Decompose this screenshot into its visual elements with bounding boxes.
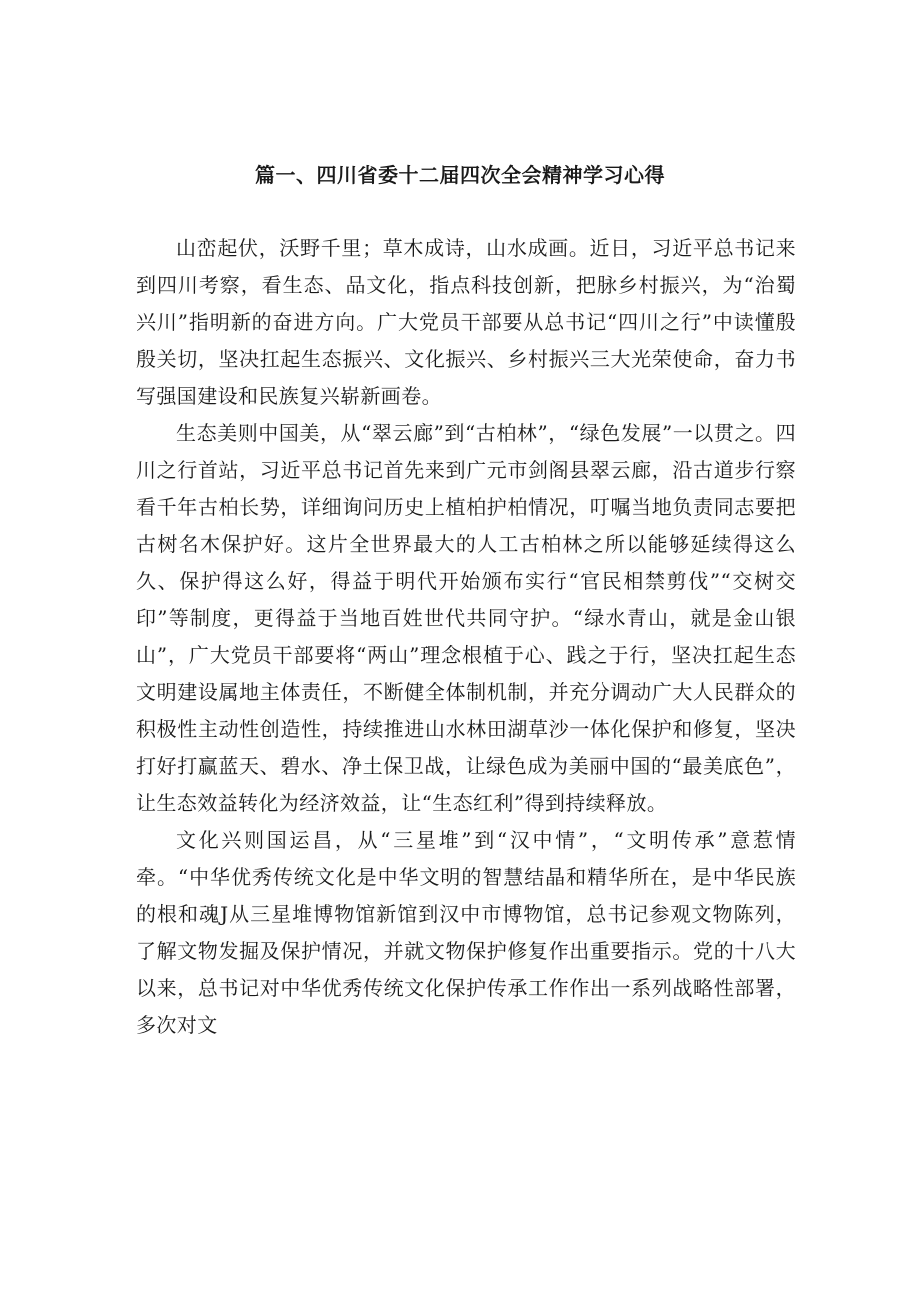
document-title: 篇一、四川省委十二届四次全会精神学习心得 xyxy=(255,163,665,187)
document-body xyxy=(136,230,796,1044)
paragraph-3: 文化兴则国运昌，从“三星堆”到“汉中情”，“文明传承”意惹情牵。“中华优秀传统文化是中华文明的智慧结晶和精华所在，是中华民族的根和魂J从三星堆博物馆新馆到汉中市博物馆，总书记参观文物陈列，了解文物发掘及保护情况，并就文物保护修复作出重要指示。党的十八大以来，总书记对中华优秀传统文化保护传承工作作出一系列战略性部署，多次对文 xyxy=(136,828,796,1037)
paragraph-2: 生态美则中国美，从“翠云廊”到“古柏林”，“绿色发展”一以贯之。四川之行首站，习近平总书记首先来到广元市剑阁县翠云廊，沿古道步行察看千年古柏长势，详细询问历史上植柏护柏情况，叮嘱当地负责同志要把古树名木保护好。这片全世界最大的人工古柏林之所以能够延续得这么久、保护得这么好，得益于明代开始颁布实行“官民相禁剪伐”“交树交印”等制度，更得益于当地百姓世代共同守护。“绿水青山，就是金山银山”，广大党员干部要将“两山”理念根植于心、践之于行，坚决扛起生态文明建设属地主体责任，不断健全体制机制，并充分调动广大人民群众的积极性主动性创造性，持续推进山水林田湖草沙一体化保护和修复，坚决打好打赢蓝天、碧水、净土保卫战，让绿色成为美丽中国的“最美底色”，让生态效益转化为经济效益，让“生态红利”得到持续释放。 xyxy=(136,421,796,815)
paragraph-1: 山峦起伏，沃野千里；草木成诗，山水成画。近日，习近平总书记来到四川考察，看生态、品文化，指点科技创新，把脉乡村振兴，为“治蜀兴川”指明新的奋进方向。广大党员干部要从总书记“四川之行”中读懂殷殷关切，坚决扛起生态振兴、文化振兴、乡村振兴三大光荣使命，奋力书写强国建设和民族复兴崭新画卷。 xyxy=(136,236,796,408)
